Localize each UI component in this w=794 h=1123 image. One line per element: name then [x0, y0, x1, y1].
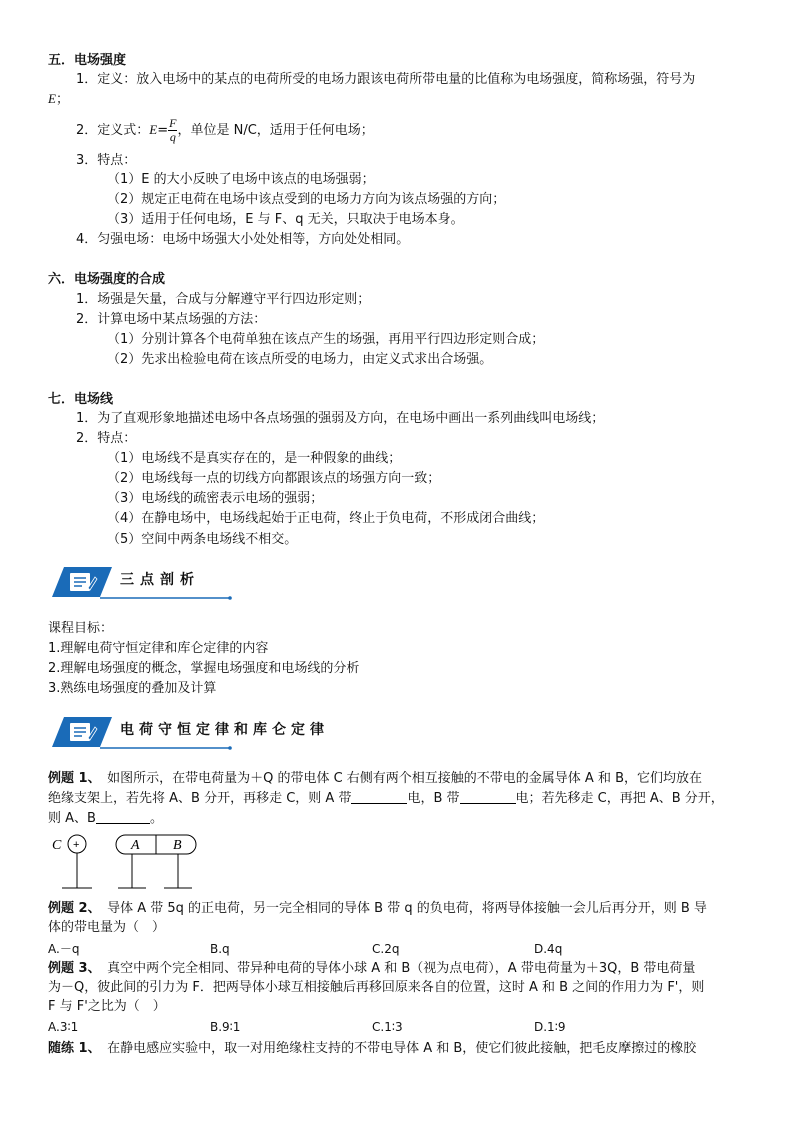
sec6-item-1: 1．场强是矢量，合成与分解遵守平行四边形定则； — [76, 292, 371, 307]
sec7-sub-5: （5）空间中两条电场线不相交。 — [107, 532, 298, 547]
sec7-sub-1: （1）电场线不是真实存在的，是一种假象的曲线； — [107, 451, 402, 466]
answer-blank[interactable] — [96, 810, 150, 824]
sec7-sub-2: （2）电场线每一点的切线方向都跟该点的场强方向一致； — [107, 471, 441, 486]
example-3-line2: 为－Q，彼此间的引力为 F．把两导体小球互相接触后再移回原来各自的位置，这时 A 和 B 之间的作用力为 F'，则 — [48, 980, 705, 995]
answer-blank[interactable] — [460, 790, 516, 804]
sec6-item-2: 2．计算电场中某点场强的方法： — [76, 312, 267, 327]
practice-1-line1: 随练 1、 在静电感应实验中，取一对用绝缘柱支持的不带电导体 A 和 B，使它们彼此接触，把毛皮摩擦过的橡胶 — [48, 1041, 697, 1056]
sec7-sub-3: （3）电场线的疏密表示电场的强弱； — [107, 491, 324, 506]
example-3-option-c[interactable]: C.1∶3 — [372, 1020, 403, 1034]
sec6-sub-2: （2）先求出检验电荷在该点所受的电场力，由定义式求出合场强。 — [107, 352, 493, 367]
example-3-option-a[interactable]: A.3∶1 — [48, 1020, 79, 1034]
sec5-item-3: 3．特点： — [76, 153, 137, 168]
example-3-line3: F 与 F'之比为（ ） — [48, 999, 166, 1014]
banner-title: 电荷守恒定律和库仑定律 — [120, 722, 329, 738]
banner-title: 三点剖析 — [120, 572, 200, 588]
example-1-figure — [50, 830, 200, 892]
sec5-item-2: 2．定义式：E= $\frac{F}{q}$ ，单位是 N/C，适用于任何电场； — [76, 116, 374, 144]
conductor-b-label: B — [173, 838, 182, 853]
example-3-line1: 例题 3、 真空中两个完全相同、带异种电荷的导体小球 A 和 B（视为点电荷），A 带电荷量为＋3Q，B 带电荷量 — [48, 961, 696, 976]
example-1-line1: 例题 1、 如图所示，在带电荷量为＋Q 的带电体 C 右侧有两个相互接触的不带电的金属导体 A 和 B，它们均放在 — [48, 771, 703, 786]
conductor-a-label: A — [131, 838, 140, 853]
example-3-option-d[interactable]: D.1∶9 — [534, 1020, 566, 1034]
sec7-item-2: 2．特点： — [76, 431, 137, 446]
sec5-item-1-line1: 1．定义：放入电场中的某点的电荷所受的电场力跟该电荷所带电量的比值称为电场强度，简称场强，符号为 — [76, 72, 696, 87]
goal-2: 2.理解电场强度的概念，掌握电场强度和电场线的分析 — [48, 661, 360, 676]
sec5-sub-2: （2）规定正电荷在电场中该点受到的电场力方向为该点场强的方向； — [107, 192, 506, 207]
example-2-option-d[interactable]: D.4q — [534, 942, 563, 956]
goal-3: 3.熟练电场强度的叠加及计算 — [48, 681, 217, 696]
goal-1: 1.理解电荷守恒定律和库仑定律的内容 — [48, 641, 269, 656]
sec5-sub-3: （3）适用于任何电场，E 与 F、q 无关，只取决于电场本身。 — [107, 212, 464, 227]
sec7-sub-4: （4）在静电场中，电场线起始于正电荷，终止于负电荷，不形成闭合曲线； — [107, 511, 545, 526]
sec5-item-4: 4．匀强电场：电场中场强大小处处相等，方向处处相同。 — [76, 232, 410, 247]
section-banner-laws — [48, 714, 329, 754]
section-5-title: 五．电场强度 — [48, 53, 127, 68]
example-2-option-a[interactable]: A.－q — [48, 942, 80, 956]
example-2-line1: 例题 2、 导体 A 带 5q 的正电荷，另一完全相同的导体 B 带 q 的负电荷，将两导体接触一会儿后再分开，则 B 导 — [48, 901, 707, 916]
example-2-option-c[interactable]: C.2q — [372, 942, 400, 956]
plus-sign: + — [73, 839, 80, 851]
section-banner-analysis — [48, 564, 232, 604]
charge-c-label: C — [52, 838, 62, 853]
example-2-line2: 体的带电量为（ ） — [48, 920, 166, 935]
sec6-sub-1: （1）分别计算各个电荷单独在该点产生的场强，再用平行四边形定则合成； — [107, 332, 545, 347]
section-7-title: 七．电场线 — [48, 392, 114, 407]
goals-title: 课程目标： — [48, 621, 114, 636]
answer-blank[interactable] — [351, 790, 407, 804]
section-6-title: 六．电场强度的合成 — [48, 272, 166, 287]
sec7-item-1: 1．为了直观形象地描述电场中各点场强的强弱及方向，在电场中画出一系列曲线叫电场线； — [76, 411, 605, 426]
formula-fraction: $\frac{F}{q}$ — [169, 116, 177, 144]
example-2-option-b[interactable]: B.q — [210, 942, 230, 956]
example-3-option-b[interactable]: B.9∶1 — [210, 1020, 241, 1034]
example-1-line3: 则 A、B 。 — [48, 811, 163, 826]
sec5-item-1-line2: E； — [48, 91, 69, 107]
example-1-line2: 绝缘支架上，若先将 A、B 分开，再移走 C，则 A 带 电，B 带 电；若先移走 C，再把 A、B 分开， — [48, 791, 724, 806]
sec5-sub-1: （1）E 的大小反映了电场中该点的电场强弱； — [107, 172, 375, 187]
